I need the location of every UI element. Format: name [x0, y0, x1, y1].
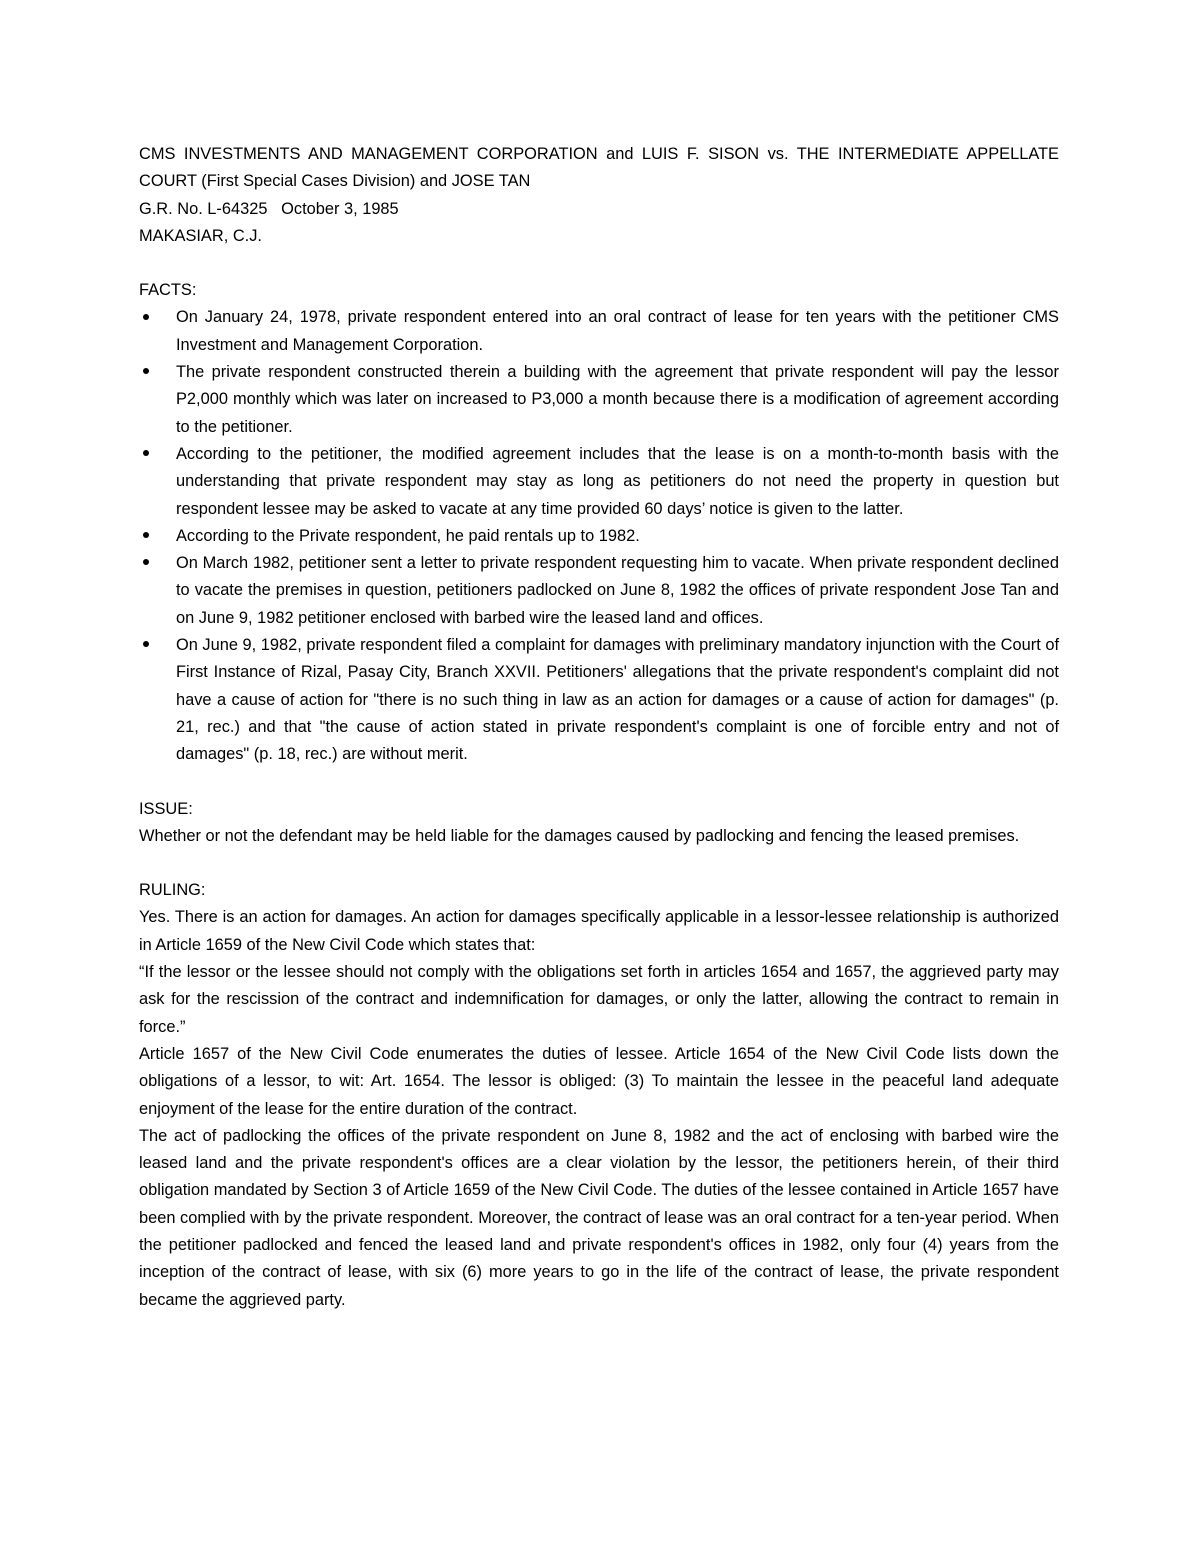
list-item: [139, 304, 1059, 359]
bullet-icon: [140, 523, 152, 550]
issue-text: Whether or not the defendant may be held liable for the damages caused by padlocking and fencing the leased premises.: [139, 826, 1020, 845]
bullet-icon: [140, 441, 152, 468]
case-title: CMS INVESTMENTS AND MANAGEMENT CORPORATION and LUIS F. SISON vs. THE INTERMEDIATE APPELLATE COURT (First Special Cases Division) and JOSE TAN: [139, 145, 1059, 191]
ruling-paragraph: The act of padlocking the offices of the private respondent on June 8, 1982 and the act of enclosing with barbed wire the leased land and the private respondent's offices are a clear violation by the lessor, the petitioners herein, of their third obligation mandated by Section 3 of Article 1659 of the New Civil Code. The duties of the lessee contained in Article 1657 have been complied with by the private respondent. Moreover, the contract of lease was an oral contract for a ten-year period. When the petitioner padlocked and fenced the leased land and private respondent's offices in 1982, only four (4) years from the inception of the contract of lease, with six (6) more years to go in the life of the contract of lease, the private respondent became the aggrieved party.: [139, 1126, 1059, 1309]
fact-text: According to the petitioner, the modified agreement includes that the lease is on a month-to-month basis with the understanding that private respondent may stay as long as petitioners do not need the property in question but respondent lessee may be asked to vacate at any time provided 60 days’ notice is given to the latter.: [176, 444, 1059, 518]
fact-text: The private respondent constructed therein a building with the agreement that private respondent will pay the lessor P2,000 monthly which was later on increased to P3,000 a month because there is a modification of agreement according to the petitioner.: [176, 363, 1059, 436]
bullet-icon: [140, 550, 152, 577]
fact-text: On January 24, 1978, private respondent entered into an oral contract of lease for ten years with the petitioner CMS Investment and Management Corporation.: [176, 308, 1059, 354]
fact-text: On June 9, 1982, private respondent filed a complaint for damages with preliminary mandatory injunction with the Court of First Instance of Rizal, Pasay City, Branch XXVII. Petitioners' allegations that the private respondent's complaint did not have a cause of action for "there is no such thing in law as an action for damages or a cause of action for damages" (p. 21, rec.) and that "the cause of action stated in private respondent's complaint is one of forcible entry and not of damages" (p. 18, rec.) are without merit.: [176, 636, 1059, 764]
fact-text: On March 1982, petitioner sent a letter to private respondent requesting him to vacate. When private respondent declined to vacate the premises in question, petitioners padlocked on June 8, 1982 the offices of private respondent Jose Tan and on June 9, 1982 petitioner enclosed with barbed wire the leased land and offices.: [176, 554, 1059, 627]
bullet-icon: [140, 304, 152, 331]
ruling-heading: RULING:: [139, 881, 206, 900]
list-item: [139, 632, 1059, 768]
list-item: [139, 550, 1059, 632]
spacer: [139, 250, 1059, 277]
spacer: [139, 769, 1059, 796]
list-item: [139, 523, 1059, 550]
ruling-quote: “If the lessor or the lessee should not comply with the obligations set forth in articles 1654 and 1657, the aggrieved party may ask for the rescission of the contract and indemnification for damages, or only the latter, allowing the contract to remain in force.”: [139, 963, 1059, 1036]
case-number-date: G.R. No. L-64325 October 3, 1985: [139, 199, 399, 218]
ponente: MAKASIAR, C.J.: [139, 226, 262, 245]
list-item: [139, 359, 1059, 441]
ruling-paragraph: Article 1657 of the New Civil Code enumerates the duties of lessee. Article 1654 of the New Civil Code lists down the obligations of a lessor, to wit: Art. 1654. The lessor is obliged: (3) To maintain the lessee in the peaceful land adequate enjoyment of the lease for the entire duration of the contract.: [139, 1044, 1059, 1118]
spacer: [139, 850, 1059, 877]
issue-heading: ISSUE:: [139, 799, 193, 818]
fact-text: According to the Private respondent, he paid rentals up to 1982.: [176, 526, 640, 545]
facts-heading: FACTS:: [139, 281, 197, 300]
list-item: [139, 441, 1059, 523]
bullet-icon: [140, 632, 152, 659]
document-page: [139, 141, 1059, 1314]
bullet-icon: [140, 359, 152, 386]
facts-list: [139, 304, 1059, 768]
ruling-paragraph: Yes. There is an action for damages. An action for damages specifically applicable in a lessor-lessee relationship is authorized in Article 1659 of the New Civil Code which states that:: [139, 908, 1059, 954]
